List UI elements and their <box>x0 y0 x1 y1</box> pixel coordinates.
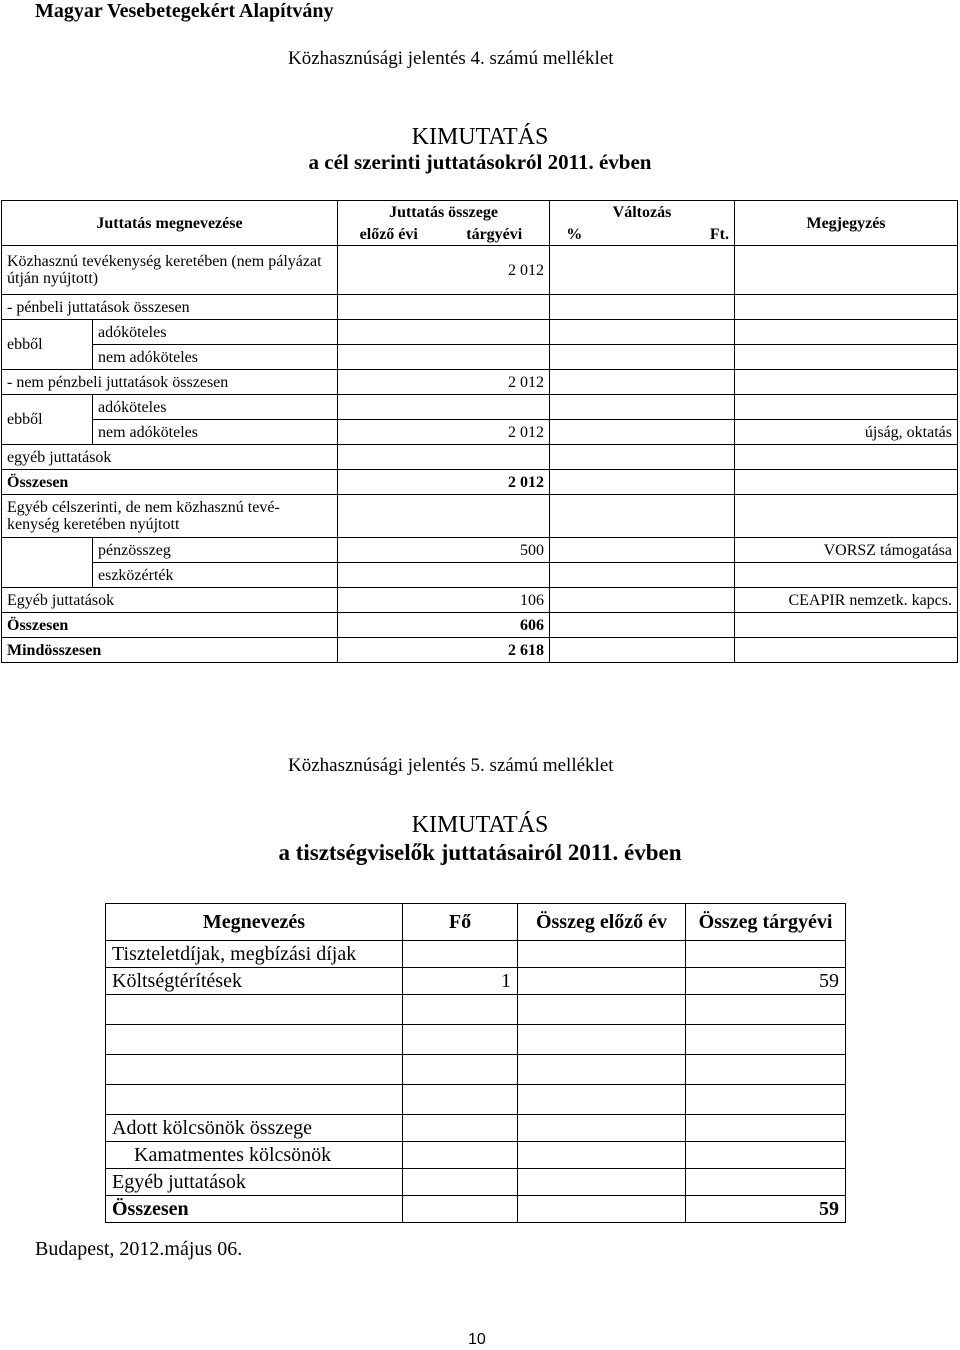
table-row <box>2 470 958 495</box>
table-row <box>2 588 958 613</box>
row-label: Összesen <box>106 1196 403 1223</box>
row-note: VORSZ támogatása <box>735 538 958 563</box>
row-label: Egyéb juttatások <box>2 588 338 613</box>
row-label: Adott kölcsönök összege <box>106 1115 403 1142</box>
row-label: Mindösszesen <box>2 638 338 663</box>
report-title-5: KIMUTATÁS <box>411 812 549 838</box>
row-label: Kamatmentes kölcsönök <box>106 1142 403 1169</box>
row-ebbol: ebből <box>2 320 93 370</box>
table-row <box>2 420 958 445</box>
row-curr-value: 2 012 <box>440 470 550 495</box>
row-ebbol: ebből <box>2 395 93 445</box>
col-header-prev: Összeg előző év <box>518 904 686 941</box>
table-row <box>106 1055 846 1085</box>
row-note: CEAPIR nemzetk. kapcs. <box>735 588 958 613</box>
row-label: adóköteles <box>93 320 338 345</box>
benefits-table <box>1 200 958 663</box>
row-label: egyéb juttatások <box>2 445 338 470</box>
row-label: nem adóköteles <box>93 420 338 445</box>
table-header-row <box>106 904 846 941</box>
row-curr-value: 500 <box>440 538 550 563</box>
table-row <box>106 1085 846 1115</box>
annex-5-label: Közhasznúsági jelentés 5. számú melléklet <box>288 755 614 776</box>
row-label: Költségtérítések <box>106 968 403 995</box>
place-date: Budapest, 2012.május 06. <box>35 1238 243 1260</box>
col-header-pct: % <box>550 223 599 246</box>
row-label: eszközérték <box>93 563 338 588</box>
table-row <box>2 445 958 470</box>
table-row <box>2 295 958 320</box>
table-row <box>106 968 846 995</box>
table-row <box>106 995 846 1025</box>
col-header-amount: Juttatás összege <box>338 201 550 224</box>
row-persons: 1 <box>403 968 518 995</box>
row-label: Összesen <box>2 470 338 495</box>
row-curr-value: 59 <box>686 968 846 995</box>
col-header-name: Juttatás megnevezése <box>2 201 338 246</box>
row-curr-value: 106 <box>440 588 550 613</box>
col-header-prev: előző évi <box>338 223 440 246</box>
col-header-name: Megnevezés <box>106 904 403 941</box>
row-label: pénzösszeg <box>93 538 338 563</box>
report-subtitle-5: a tisztségviselők juttatásairól 2011. évben <box>278 840 682 865</box>
col-header-note: Megjegyzés <box>735 201 958 246</box>
table-row <box>2 395 958 420</box>
row-label: nem adóköteles <box>93 345 338 370</box>
table-row <box>2 246 958 295</box>
row-curr-value: 2 618 <box>440 638 550 663</box>
col-header-curr: tárgyévi <box>440 223 550 246</box>
row-curr-value: 59 <box>686 1196 846 1223</box>
row-label: adóköteles <box>93 395 338 420</box>
col-header-curr: Összeg tárgyévi <box>686 904 846 941</box>
row-label: Közhasznú tevékenység keretében (nem pályázat útján nyújtott) <box>2 246 338 295</box>
table-row <box>106 1142 846 1169</box>
row-label: - nem pénzbeli juttatások összesen <box>2 370 338 395</box>
row-label: Egyéb célszerinti, de nem közhasznú tevé-kenység keretében nyújtott <box>2 495 338 538</box>
officials-benefits-table <box>105 903 846 1223</box>
row-note: újság, oktatás <box>735 420 958 445</box>
table-row <box>106 1169 846 1196</box>
row-label: Egyéb juttatások <box>106 1169 403 1196</box>
table-row <box>106 1115 846 1142</box>
row-curr-value: 2 012 <box>440 246 550 295</box>
annex-4-label: Közhasznúsági jelentés 4. számú melléklet <box>288 48 614 69</box>
table-row <box>2 370 958 395</box>
table-header-row <box>2 201 958 224</box>
row-curr-value: 2 012 <box>440 370 550 395</box>
row-curr-value: 606 <box>440 613 550 638</box>
table-row <box>106 1025 846 1055</box>
col-header-change: Változás <box>550 201 735 224</box>
report-title-4: KIMUTATÁS <box>411 124 549 150</box>
organization-name: Magyar Vesebetegekért Alapítvány <box>35 0 334 22</box>
table-row <box>2 613 958 638</box>
table-row <box>106 1196 846 1223</box>
table-row <box>2 638 958 663</box>
row-curr-value: 2 012 <box>440 420 550 445</box>
table-row <box>106 941 846 968</box>
table-row <box>2 320 958 345</box>
row-label: Tiszteletdíjak, megbízási díjak <box>106 941 403 968</box>
col-header-ft: Ft. <box>599 223 735 246</box>
table-row <box>2 345 958 370</box>
col-header-persons: Fő <box>403 904 518 941</box>
page-number: 10 <box>468 1331 486 1348</box>
report-subtitle-4: a cél szerinti juttatásokról 2011. évben <box>308 150 652 174</box>
table-row <box>2 538 958 563</box>
row-label: Összesen <box>2 613 338 638</box>
table-row <box>2 495 958 538</box>
row-label: - pénbeli juttatások összesen <box>2 295 338 320</box>
table-row <box>2 563 958 588</box>
